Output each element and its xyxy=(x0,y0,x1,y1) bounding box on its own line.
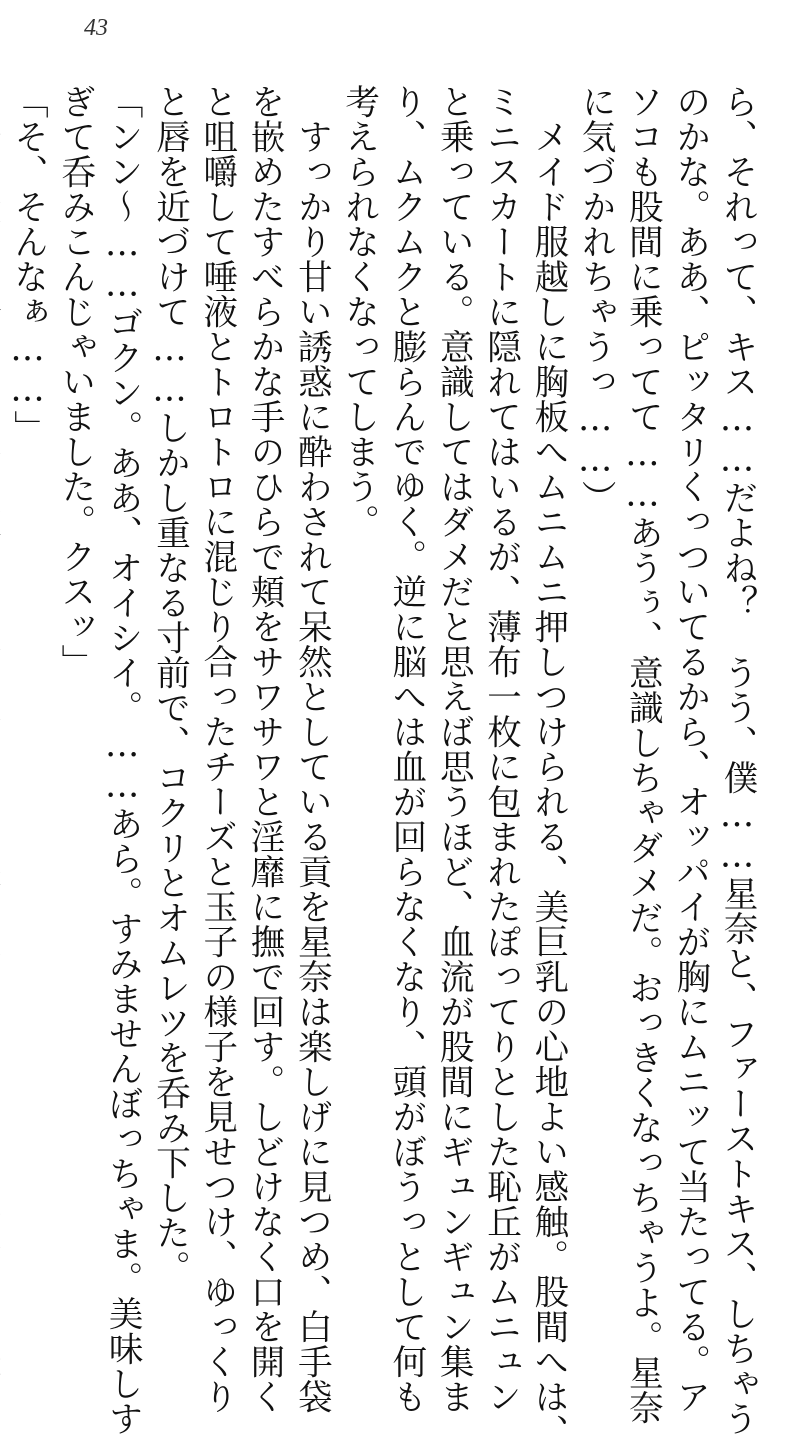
text-line: 「そ、そんなぁ……」 xyxy=(7,84,48,445)
text-line: ぎて呑みこんじゃいました。クスッ」 xyxy=(54,84,95,679)
text-line: に気づかれちゃうっ……） xyxy=(575,84,616,515)
text-line: と乗っている。意識してはダメだと思えば思うほど、血流が股間にギュンギュン集ま xyxy=(433,84,474,1414)
text-line: のかな。ああ、ピッタリくっついてるから、オッパイが胸にムニッて当たってる。ア xyxy=(669,84,710,1414)
text-line: り、ムクムクと膨らんでゆく。逆に脳へは血が回らなくなり、頭がぼうっとして何も xyxy=(385,84,426,1414)
text-line: メイド服越しに胸板へムニムニ押しつけられる、美巨乳の心地よい感触。股間へは、 xyxy=(527,84,568,1449)
text-line: ミニスカートに隠れてはいるが、薄布一枚に包まれたぽってりとした恥丘がムニュン xyxy=(480,84,521,1414)
vertical-text-block xyxy=(7,84,760,1449)
page-number: 43 xyxy=(84,15,108,41)
text-line: ソコも股間に乗ってて……あうぅ、意識しちゃダメだ。おっきくなっちゃうよ。星奈 xyxy=(622,84,663,1425)
text-line: と咀嚼して唾液とトロトロに混じり合ったチーズと玉子の様子を見せつけ、ゆっくり xyxy=(196,84,237,1414)
text-line xyxy=(0,84,3,1164)
text-line: 考えられなくなってしまう。 xyxy=(338,84,379,539)
text-line: を嵌めたすべらかな手のひらで頬をサワサワと淫靡に撫で回す。しどけなく口を開く xyxy=(244,84,285,1414)
text-line: ら、それって、キス……だよね？ うう、僕……星奈と、ファーストキス、しちゃう xyxy=(717,84,757,1436)
text-line: すっかり甘い誘惑に酔わされて呆然としている貢を星奈は楽しげに見つめ、白手袋 xyxy=(291,84,332,1414)
text-line: 「ンン〜……ゴクン。ああ、オイシイ。……あら。すみませんぼっちゃま。美味しす xyxy=(102,84,143,1436)
text-line: と唇を近づけて……しかし重なる寸前で、コクリとオムレツを呑み下した。 xyxy=(149,84,190,1285)
